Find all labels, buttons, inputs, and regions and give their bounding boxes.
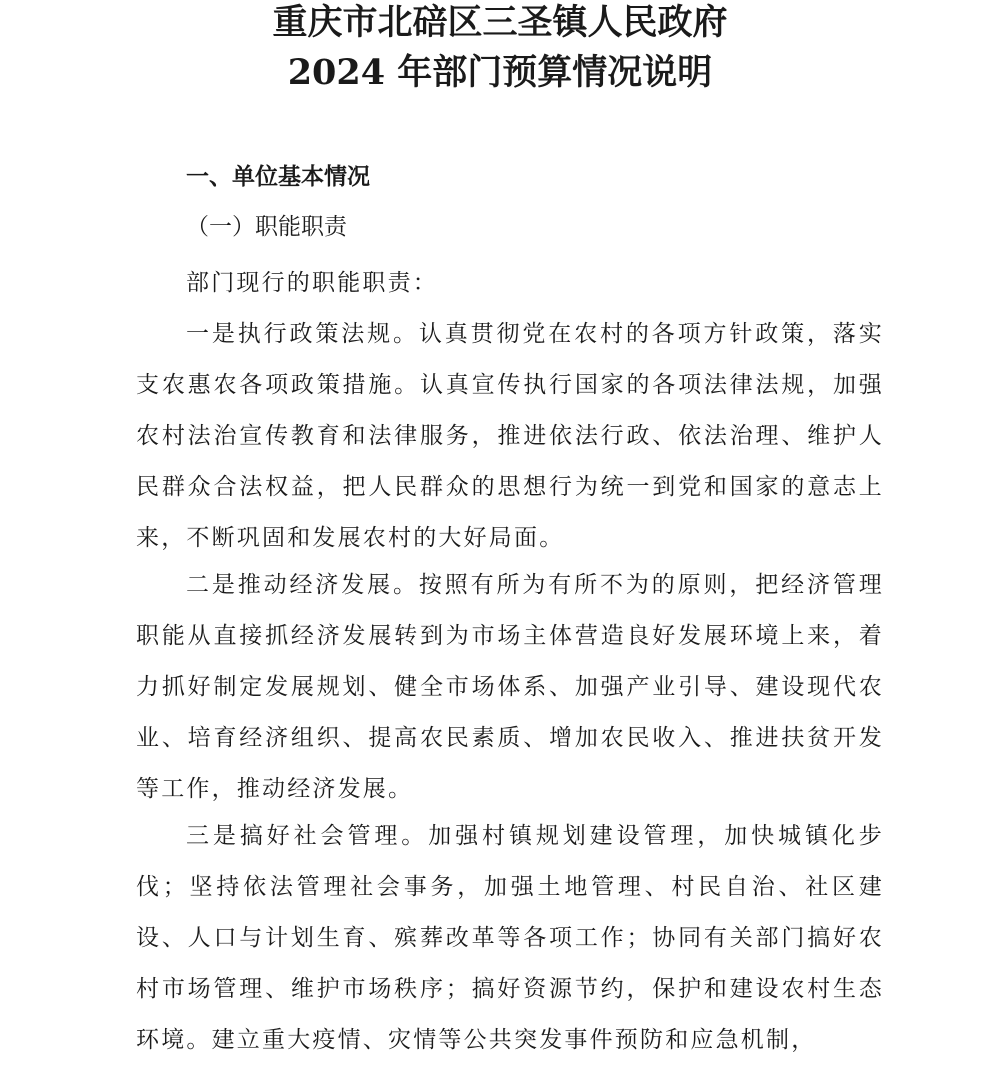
- document-title-line-1: 重庆市北碚区三圣镇人民政府: [272, 2, 728, 43]
- paragraph-2: 二是推动经济发展。按照有所为有所不为的原则，把经济管理职能从直接抓经济发展转到为市场主体营造良好发展环境上来，着力抓好制定发展规划、健全市场体系、加强产业引导、建设现代农业、培育经济组织、提高农民素质、增加农民收入、推进扶贫开发等工作，推动经济发展。: [136, 572, 884, 802]
- subsection-heading: （一）职能职责: [186, 214, 347, 240]
- paragraph-3: 三是搞好社会管理。加强村镇规划建设管理，加快城镇化步伐；坚持依法管理社会事务，加强土地管理、村民自治、社区建设、人口与计划生育、殡葬改革等各项工作；协同有关部门搞好农村市场管理、维护市场秩序；搞好资源节约，保护和建设农村生态环境。建立重大疫情、灾情等公共突发事件预防和应急机制，: [136, 823, 884, 1053]
- section-heading: 一、单位基本情况: [186, 164, 370, 190]
- document-title-line-2: 2024 年部门预算情况说明: [287, 52, 713, 93]
- intro-line: 部门现行的职能职责：: [186, 270, 438, 296]
- paragraph-1: 一是执行政策法规。认真贯彻党在农村的各项方针政策，落实支农惠农各项政策措施。认真宣传执行国家的各项法律法规，加强农村法治宣传教育和法律服务，推进依法行政、依法治理、维护人民群众合法权益，把人民群众的思想行为统一到党和国家的意志上来，不断巩固和发展农村的大好局面。: [136, 321, 884, 551]
